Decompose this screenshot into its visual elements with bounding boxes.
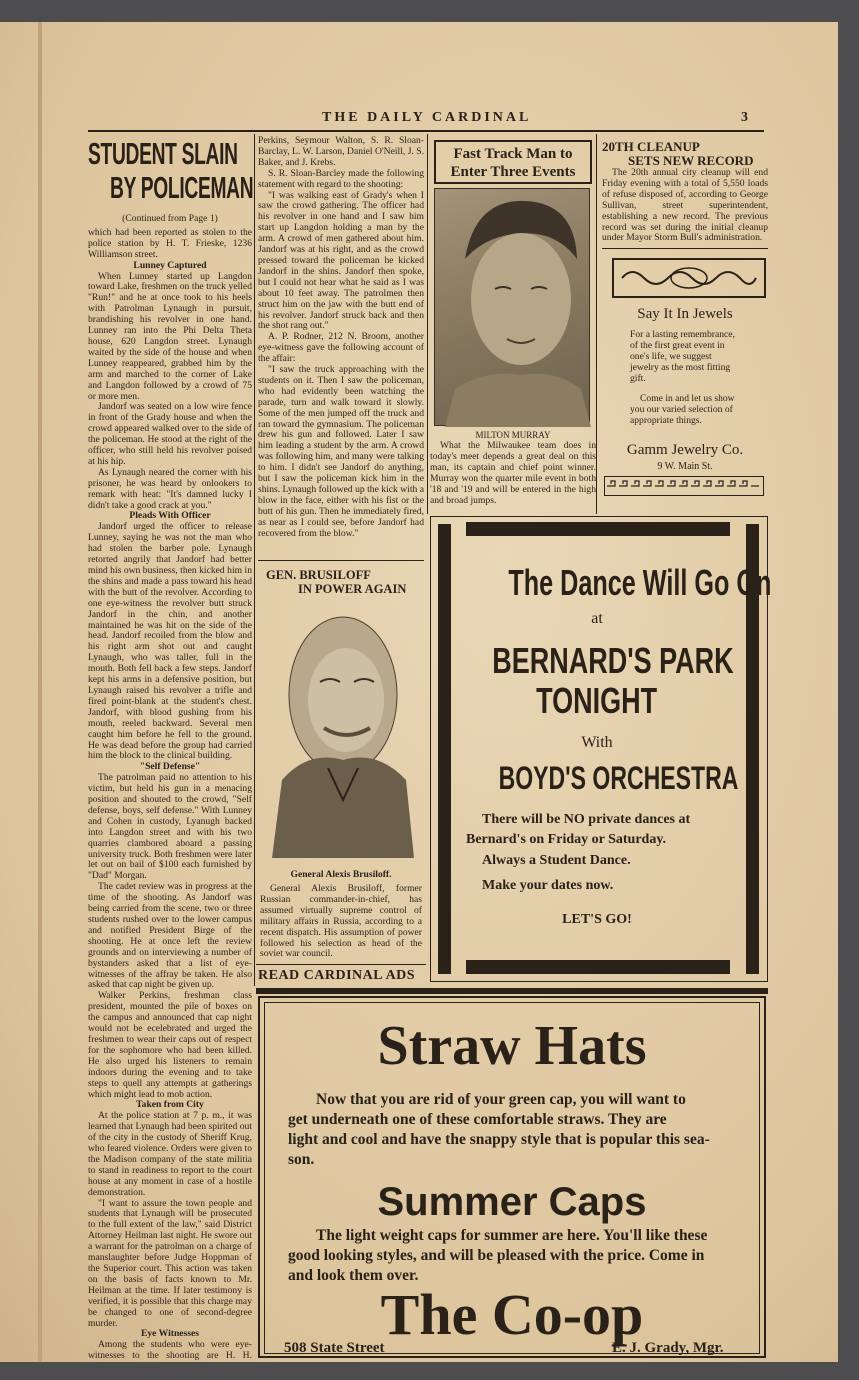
col2-para: "I was walking east of Grady's when I saw the crowd gathering. The officer had his revolver in one hand and I saw him start up Langdon holding a man by the arm. A crowd of men gathered about him. Jandorf was at his right, and as the crowd pressed toward the policeman he kicked Jandorf in the shins. Jandorf then spoke, but I could not hear what he said as I was about 10 feet away. The patrolmen then struct him on the jaw with the butt end of his revolver. Jandorf struck back and then the shot rang out." xyxy=(258,189,424,332)
cleanup-text xyxy=(602,168,768,244)
col1-para: "I want to assure the town people and students that Lynaugh will be prosecuted to the full extent of the law," said District Attorney Heilman last night. He swore out a warrant for the patrolman on a charge of manslaughter before Judge Hoppman of the Superior court. This action was taken on the basis of facts known to Mr. Heilman at the time. If later testimony is verified, it is possible that this charge may be changed to one of second-degree murder. xyxy=(88,1197,252,1329)
dance-notice xyxy=(466,810,742,850)
dance-line-4-text: BOYD'S ORCHESTRA xyxy=(498,760,739,796)
col1-subhead: "Self Defense" xyxy=(139,761,201,773)
brusiloff-headline xyxy=(258,568,424,596)
cleanup-headline-1: 20TH CLEANUP xyxy=(602,139,700,154)
continued-note: (Continued from Page 1) xyxy=(122,213,218,224)
dance-notice-2: Bernard's on Friday or Saturday. xyxy=(466,832,667,847)
scan-background-bottom xyxy=(0,1362,859,1380)
coop-ad-top-bar xyxy=(256,988,768,994)
dance-line-1 xyxy=(452,562,772,604)
dance-ad-bottom-bar xyxy=(466,960,730,974)
cleanup-paragraph: The 20th annual city cleanup will end Friday evening with a total of 5,550 loads of refuse disposed of, according to George Sullivan, street superintendent, establishing a new record. The previous record was set during the initial cleanup under Mayor Storm Bull's administration. xyxy=(602,167,768,244)
jewels-company: Gamm Jewelry Co. xyxy=(626,442,744,458)
col1-subhead: Pleads With Officer xyxy=(129,510,211,522)
jewels-title: Say It In Jewels xyxy=(637,306,733,322)
dance-line-4 xyxy=(452,760,742,797)
straw-line-3: light and cool and have the snappy style that is popular this sea- xyxy=(288,1131,710,1148)
coop-address: 508 State Street xyxy=(284,1340,385,1356)
brusiloff-headline-2: IN POWER AGAIN xyxy=(298,582,407,596)
brusiloff-text xyxy=(260,883,422,960)
dance-line-3-text: TONIGHT xyxy=(536,680,658,721)
murray-caption: MILTON MURRAY xyxy=(475,430,551,440)
col2-para: A. P. Rodner, 212 N. Broom, another eye-witness gave the following account of the affair: xyxy=(258,331,424,365)
col2-para: S. R. Sloan-Barcley made the following statement with regard to the shooting: xyxy=(258,167,424,190)
col1-para: The patrolman paid no attention to his victim, but held his gun in a menacing position and shouted to the crowd, "Self defense, boys, self defense." With Lunney and Cohen in custody, Lyanugh backed into Langdon street and with his two quarries clambored aboard a passing university truck. Both freshmen were later let out on bail of $100 each furnished by "Dad" Morgan. xyxy=(88,772,252,882)
col1-subhead: Taken from City xyxy=(136,1099,204,1111)
dance-line-1-text: The Dance Will Go On xyxy=(508,562,772,603)
cleanup-divider xyxy=(602,248,768,249)
col1-para: As Lynaugh neared the corner with his prisoner, he was heard by onlookers to remark with heat: "It's damned lucky I didn't take a good crack at you." xyxy=(88,466,252,511)
jewels-address: 9 W. Main St. xyxy=(657,461,713,472)
column-2-text xyxy=(258,136,424,554)
summer-caps-text xyxy=(288,1226,740,1286)
brusiloff-headline-1: GEN. BRUSILOFF xyxy=(266,568,371,582)
dance-line-2-text: BERNARD'S PARK xyxy=(492,640,734,681)
track-headline-2: Enter Three Events xyxy=(450,164,576,180)
dance-at: at xyxy=(591,610,603,627)
jewelry-ornament xyxy=(612,258,766,298)
cleanup-headline-2: SETS NEW RECORD xyxy=(628,153,754,168)
dance-line-6: Always a Student Dance. xyxy=(482,853,631,868)
dance-ad-left-bar xyxy=(438,524,451,974)
column-1-text xyxy=(88,214,252,1364)
jewels-text-1 xyxy=(630,330,742,386)
dance-ad-top-bar xyxy=(466,522,730,536)
dance-line-3 xyxy=(452,680,742,722)
column-rule-1 xyxy=(254,134,255,986)
milton-murray-photo xyxy=(434,188,590,426)
dance-with: With xyxy=(581,734,613,751)
brusiloff-caption: General Alexis Brusiloff. xyxy=(290,869,392,880)
page-gutter xyxy=(38,22,42,1362)
page-number: 3 xyxy=(741,110,751,125)
col2-para: "I saw the truck approaching with the students on it. Then I saw the policeman, who had evidently been watching the parade, turn and walk toward it slowly. Some of the men jumped off the truck and ran toward the gymnasium. The policeman drew his gun and followed. Later I saw him leading a student by the arm. A crowd was following him, and many were talking to him. I didn't see Jandorf do anything, but I saw the policeman kick him in the shins. Lynaugh followed up the kick with a blow in the face, either with his fist or the butt of his gun. Then he immediately fired, as near as I could see, before Jandorf had recovered from the blow." xyxy=(258,364,424,539)
column-rule-3 xyxy=(596,134,597,514)
col1-subhead: Eye Witnesses xyxy=(140,1328,199,1340)
masthead-rule xyxy=(88,130,764,132)
caps-line-1: The light weight caps for summer are here. You'll like these xyxy=(316,1227,708,1244)
read-cardinal-ads: READ CARDINAL ADS xyxy=(258,968,416,983)
dance-line-7: Make your dates now. xyxy=(482,878,614,893)
headline-line-1: STUDENT SLAIN xyxy=(88,136,238,171)
track-headline-box xyxy=(434,140,592,184)
col1-para: Jandorf urged the officer to release Lunney, saying he was not the man who had stolen the barber pole. Lynaugh retorted angrily that Jandorf had better mind his own business, then kicked him in the shins and made a pass toward his head with the butt of the revolver. According to one eye-witness the revolver butt struck Jandorf in the chin, and another maintained he was hit on the side of the head. Jandorf recoiled from the blow and his right arm shot out and caught Lynaugh, who was taller, full in the mouth. Both fell back a few steps. Jandorf kept his arms in a defensive position, but Lynaugh raised his revolver a trifle and fired point-blank at the student's chest. Jandorf, with blood gushing from his mouth, reeled backward. Several men caught him before he fell to the ground. He was dead before the group had carried him the block to the clinical building. xyxy=(88,521,252,762)
headline-line-2: BY POLICEMAN xyxy=(110,170,254,205)
col2-para: Perkins, Seymour Walton, S. R. Sloan-Barclay, L. W. Larson, Daniel O'Neill, J. S. Baker, and J. Krebs. xyxy=(258,135,424,168)
ads-divider xyxy=(256,964,426,965)
dance-line-8: LET'S GO! xyxy=(562,912,632,927)
coop-store-name: The Co-op xyxy=(380,1282,644,1347)
straw-line-4: son. xyxy=(288,1151,315,1168)
murray-paragraph: What the Milwaukee team does in today's meet depends a great deal on this man, its captain and chief point winner. Murray won the quarter mile event in both '18 and '19 and will be entered in the high and broad jumps. xyxy=(430,440,596,506)
straw-hats-text xyxy=(288,1090,740,1170)
col1-subhead: Lunney Captured xyxy=(133,259,207,271)
caps-line-3: and look them over. xyxy=(288,1267,419,1284)
dance-line-2 xyxy=(452,640,742,682)
murray-text xyxy=(430,441,596,511)
col1-para: Walker Perkins, freshman class president, mounted the pile of boxes on the campus and announced that cap night would not be ecelebrated and urged the freshmen to wear their caps out of respect for the sophomore who had been killed. He also urged his listeners to remain indoors during the evening and to take steps to quell any attempts at gatherings which might lead to mob action. xyxy=(88,990,252,1100)
photo-illustration xyxy=(435,189,591,427)
masthead-title: THE DAILY CARDINAL xyxy=(322,110,532,125)
ornament-illustration xyxy=(614,260,764,296)
dance-notice-1: There will be NO private dances at xyxy=(482,812,691,827)
jewelry-border-ornament xyxy=(604,476,764,496)
col1-para: The cadet review was in progress at the time of the shooting. As Jandorf was being carried from the scene, two or three students rushed over to the lower campus and notified President Birge of the shooting. He at once left the review grounds and on interviewing a number of bystanders asked that a list of eye-witnesses of the affray be taken. He also asked that cap night be given up. xyxy=(88,881,252,991)
caps-line-2: good looking styles, and will be pleased with the price. Come in xyxy=(288,1247,705,1264)
summer-caps-title: Summer Caps xyxy=(377,1180,647,1224)
straw-line-1: Now that you are rid of your green cap, you will want to xyxy=(316,1091,686,1108)
coop-manager: E. J. Grady, Mgr. xyxy=(612,1340,724,1356)
cleanup-headline xyxy=(602,140,772,168)
jewels-paragraph-2: Come in and let us show you our varied selection of appropriate things. xyxy=(630,393,735,426)
col1-para: which had been reported as stolen to the police station by H. T. Frieske, 1236 Williamson street. xyxy=(88,226,252,260)
col1-para: At the police station at 7 p. m., it was learned that Lynaugh had been spirited out of the city in the custody of Sheriff Krug, who feared violence. Orders were given to the Madison company of the state militia to stand in readiness to report to the court house at any moment in case of a hostile demonstration. xyxy=(88,1110,252,1198)
brusiloff-portrait xyxy=(268,600,418,862)
portrait-illustration xyxy=(268,600,418,862)
brusiloff-paragraph: General Alexis Brusiloff, former Russian commander-in-chief, has assumed virtually supreme control of military affairs in Russia, according to a recent dispatch. His assumption of power followed his selection as head of the soviet war council. xyxy=(260,883,422,960)
fret-pattern xyxy=(605,477,763,495)
column-rule-2 xyxy=(427,134,428,514)
track-headline-1: Fast Track Man to xyxy=(453,146,573,162)
jewels-text-2 xyxy=(630,394,742,430)
col2-divider xyxy=(258,560,424,561)
straw-line-2: get underneath one of these comfortable straws. They are xyxy=(288,1111,667,1128)
col1-para: When Lunney started up Langdon toward Lake, freshmen on the truck yelled "Run!" and he at once took to his heels with Patrolman Lynaugh in pursuit, brandishing his revolver in one hand. Lunney ran into the Phi Delta Theta house, 620 Langdon street. Lynaugh waited by the side of the house and when Lunney reappeared, grabbed him by the arm and marched to the corner of Lake and Langdon followed by a crowd of 75 or more men. xyxy=(88,270,252,402)
jewels-paragraph-1: For a lasting remembrance, of the first great event in one's life, we suggest jewelry as the most fitting gift. xyxy=(630,329,735,384)
col1-para: Among the students who were eye-witnesses to the shooting are H. H. xyxy=(88,1339,252,1362)
col1-para: Jandorf was seated on a low wire fence in front of the Grady house and when the crowd appeared walked over to the side of the policeman. He stood at the right of the officer, who still held his revolver poised at his hip. xyxy=(88,401,252,467)
straw-hats-title: Straw Hats xyxy=(377,1015,647,1077)
